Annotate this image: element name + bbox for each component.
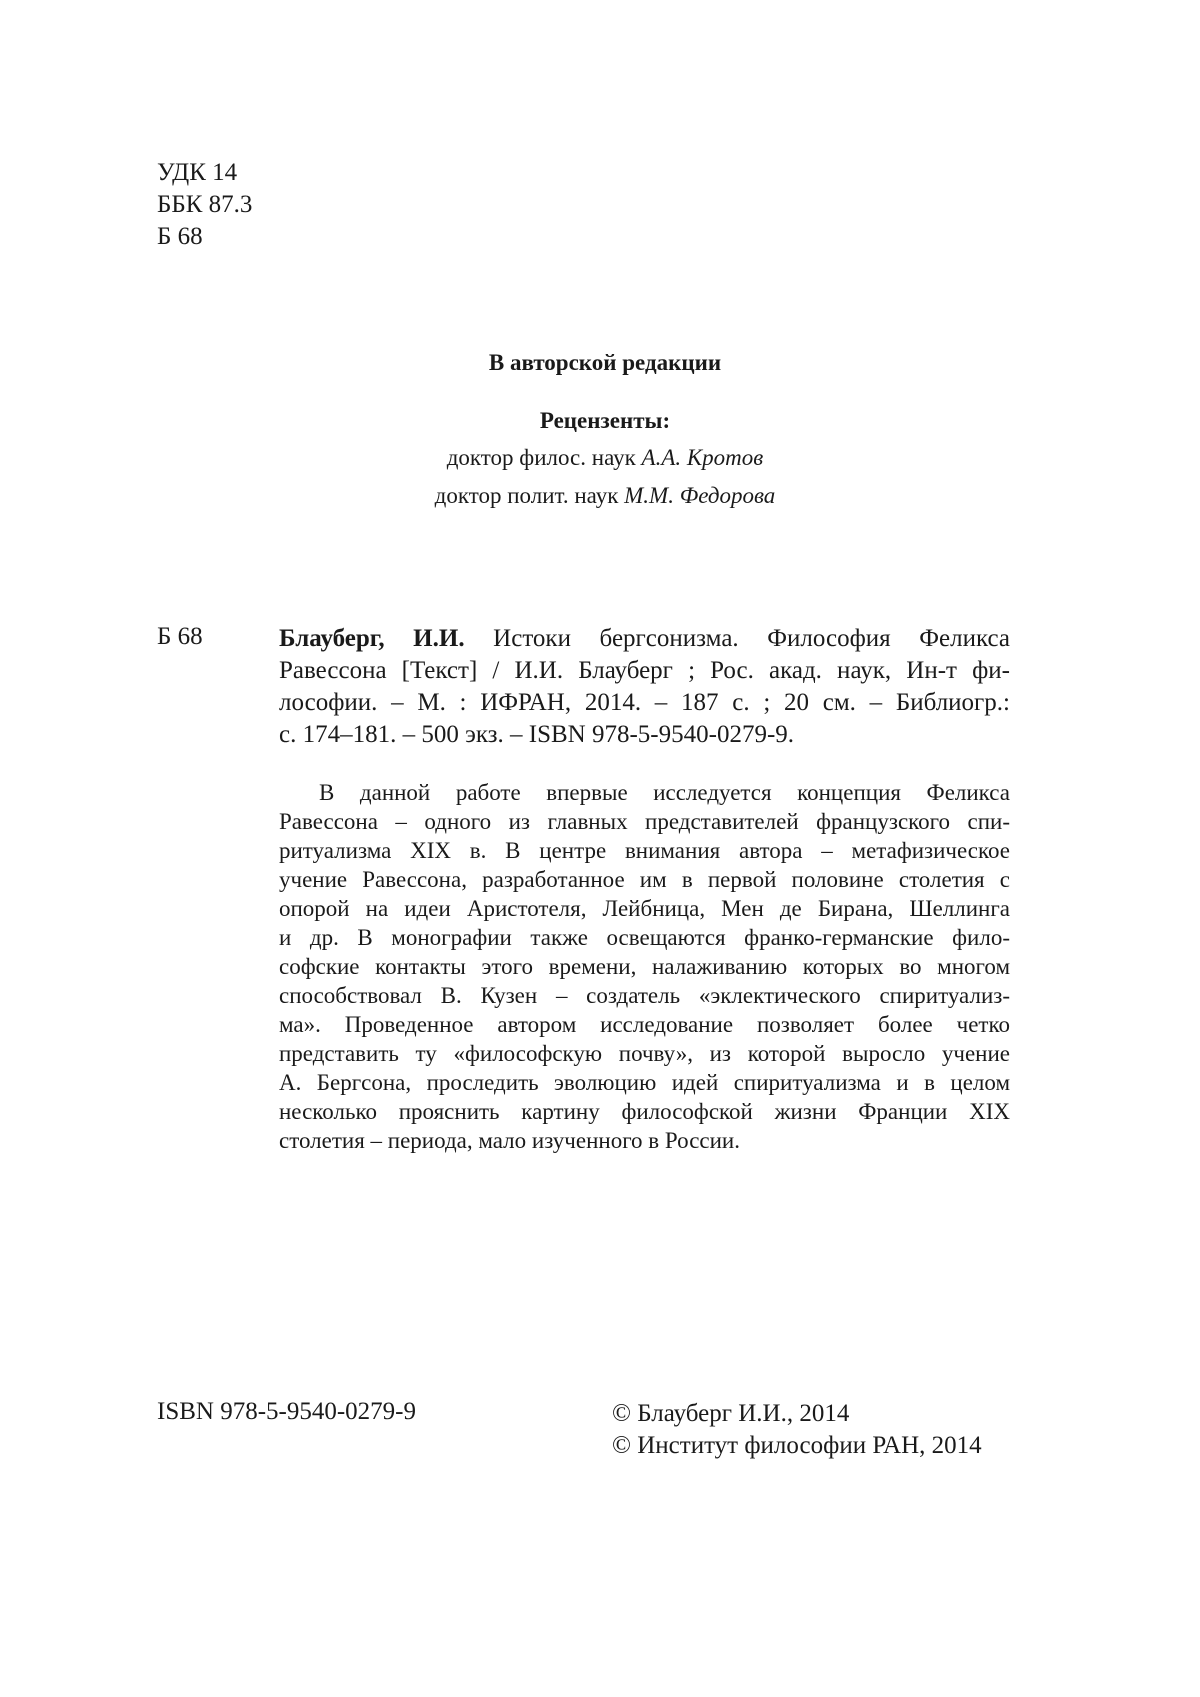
copyright-author: © Блауберг И.И., 2014 — [612, 1400, 850, 1427]
abstract-line: представить ту «философскую почву», из которой выросло учение — [279, 1041, 1010, 1066]
reviewer-1-degree: доктор филос. наук — [446, 445, 642, 470]
catalog-line-2: Равессона [Текст] / И.И. Блауберг ; Рос. акад. наук, Ин-т фи- — [279, 657, 1010, 684]
abstract — [279, 778, 1010, 1155]
abstract-line: учение Равессона, разработанное им в первой половине столетия с — [279, 867, 1010, 892]
reviewer-1 — [0, 445, 1200, 471]
catalog-code: Б 68 — [157, 623, 203, 650]
abstract-line: А. Бергсона, проследить эволюцию идей спиритуализма и в целом — [279, 1070, 1010, 1095]
edition-note: В авторской редакции — [488, 350, 722, 375]
reviewer-2-degree: доктор полит. наук — [434, 483, 625, 508]
catalog-line-3: лософии. – М. : ИФРАН, 2014. – 187 с. ; 20 см. – Библиогр.: — [279, 689, 1010, 716]
abstract-line: ма». Проведенное автором исследование позволяет более четко — [279, 1012, 1010, 1037]
abstract-line: В данной работе впервые исследуется концепция Феликса — [319, 780, 1010, 805]
reviewer-2-name: М.М. Федорова — [624, 483, 776, 508]
copyright-block — [612, 1398, 982, 1462]
reviewers-title: Рецензенты: — [539, 408, 671, 433]
abstract-line: способствовал В. Кузен – создатель «эклектического спиритуализ- — [279, 983, 1010, 1008]
classification-block — [157, 157, 252, 253]
catalog-line-1 — [279, 623, 1010, 655]
abstract-line: несколько прояснить картину философской жизни Франции XIX — [279, 1099, 1010, 1124]
abstract-line: ритуализма XIX в. В центре внимания автора – метафизическое — [279, 838, 1010, 863]
abstract-line: Равессона – одного из главных представителей французского спи- — [279, 809, 1010, 834]
udk-code: УДК 14 — [157, 159, 238, 186]
reviewer-1-name: А.А. Кротов — [641, 445, 764, 470]
catalog-line-4: с. 174–181. – 500 экз. – ISBN 978-5-9540-0279-9. — [279, 721, 795, 748]
author-mark: Б 68 — [157, 223, 203, 250]
abstract-line: софские контакты этого времени, налаживанию которых во многом — [279, 954, 1010, 979]
abstract-line: и др. В монографии также освещаются франко-германские фило- — [279, 925, 1010, 950]
catalog-title-text: Истоки бергсонизма. Философия Феликса — [464, 625, 1010, 652]
catalog-author: Блауберг, И.И. — [279, 625, 465, 652]
reviewer-2 — [0, 483, 1200, 509]
abstract-line: опорой на идеи Аристотеля, Лейбница, Мен де Бирана, Шеллинга — [279, 896, 1010, 921]
catalog-entry — [279, 623, 1010, 751]
abstract-line: столетия – периода, мало изученного в России. — [279, 1128, 740, 1153]
bbk-code: ББК 87.3 — [157, 191, 253, 218]
copyright-institute: © Институт философии РАН, 2014 — [612, 1432, 982, 1459]
isbn: ISBN 978-5-9540-0279-9 — [157, 1398, 417, 1425]
